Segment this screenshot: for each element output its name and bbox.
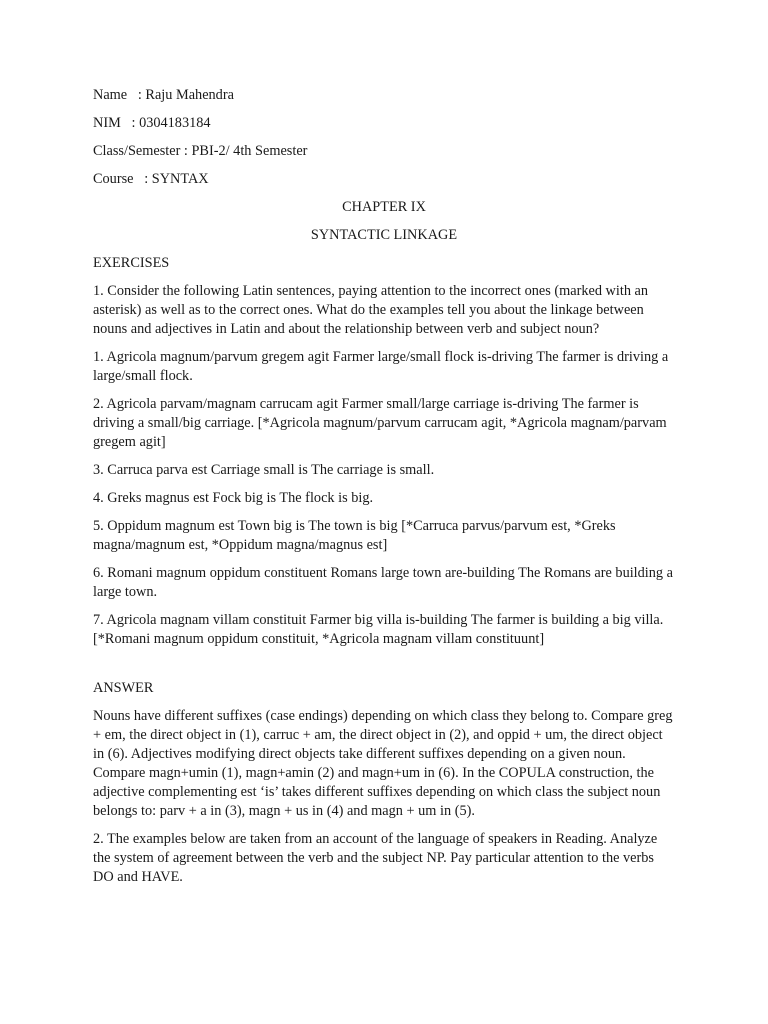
answer-heading: ANSWER <box>93 680 154 696</box>
example-4: 4. Greks magnus est Fock big is The flock is big. <box>93 490 374 506</box>
example-6: 6. Romani magnum oppidum constituent Romans large town are-building The Romans are building a large town. <box>93 565 673 600</box>
example-1: 1. Agricola magnum/parvum gregem agit Farmer large/small flock is-driving The farmer is driving a large/small flock. <box>93 349 669 384</box>
chapter-number: CHAPTER IX <box>342 199 426 215</box>
student-nim: NIM : 0304183184 <box>93 115 211 131</box>
class-semester: Class/Semester : PBI-2/ 4th Semester <box>93 143 308 159</box>
student-name: Name : Raju Mahendra <box>93 87 234 103</box>
chapter-title: SYNTACTIC LINKAGE <box>310 227 458 243</box>
example-2: 2. Agricola parvam/magnam carrucam agit Farmer small/large carriage is-driving The farmer is driving a small/big carriage. [*Agricola magnum/parvum carrucam agit, *Agricola magnam/parvam gregem agit] <box>93 396 667 450</box>
question-2: 2. The examples below are taken from an account of the language of speakers in Reading. Analyze the system of agreement between the verb and the subject NP. Pay particular attention to the verbs DO and HAVE. <box>93 831 658 885</box>
example-5: 5. Oppidum magnum est Town big is The town is big [*Carruca parvus/parvum est, *Greks magna/magnum est, *Oppidum magna/magnus est] <box>93 518 616 553</box>
exercises-heading: EXERCISES <box>93 255 170 271</box>
example-7: 7. Agricola magnam villam constituit Farmer big villa is-building The farmer is building a big villa. [*Romani magnum oppidum constituit, *Agricola magnam villam constituunt] <box>93 612 664 647</box>
example-3: 3. Carruca parva est Carriage small is The carriage is small. <box>93 462 435 478</box>
question-1: 1. Consider the following Latin sentences, paying attention to the incorrect ones (marked with an asterisk) as well as to the correct ones. What do the examples tell you about the linkage between nouns and adjectives in Latin and about the relationship between verb and subject noun? <box>93 283 649 337</box>
course: Course : SYNTAX <box>93 171 209 187</box>
document-page <box>93 86 675 896</box>
answer-text: Nouns have different suffixes (case endings) depending on which class they belong to. Compare greg + em, the direct object in (1), carruc + am, the direct object in (2), and oppid + um, the direct object in (6). Adjectives modifying direct objects take different suffixes depending on a given noun. Compare magn+umin (1), magn+amin (2) and magn+um in (6). In the COPULA construction, the adjective complementing est ‘is’ takes different suffixes depending on which class the subject noun belongs to: parv + a in (3), magn + us in (4) and magn + um in (5). <box>93 708 673 819</box>
